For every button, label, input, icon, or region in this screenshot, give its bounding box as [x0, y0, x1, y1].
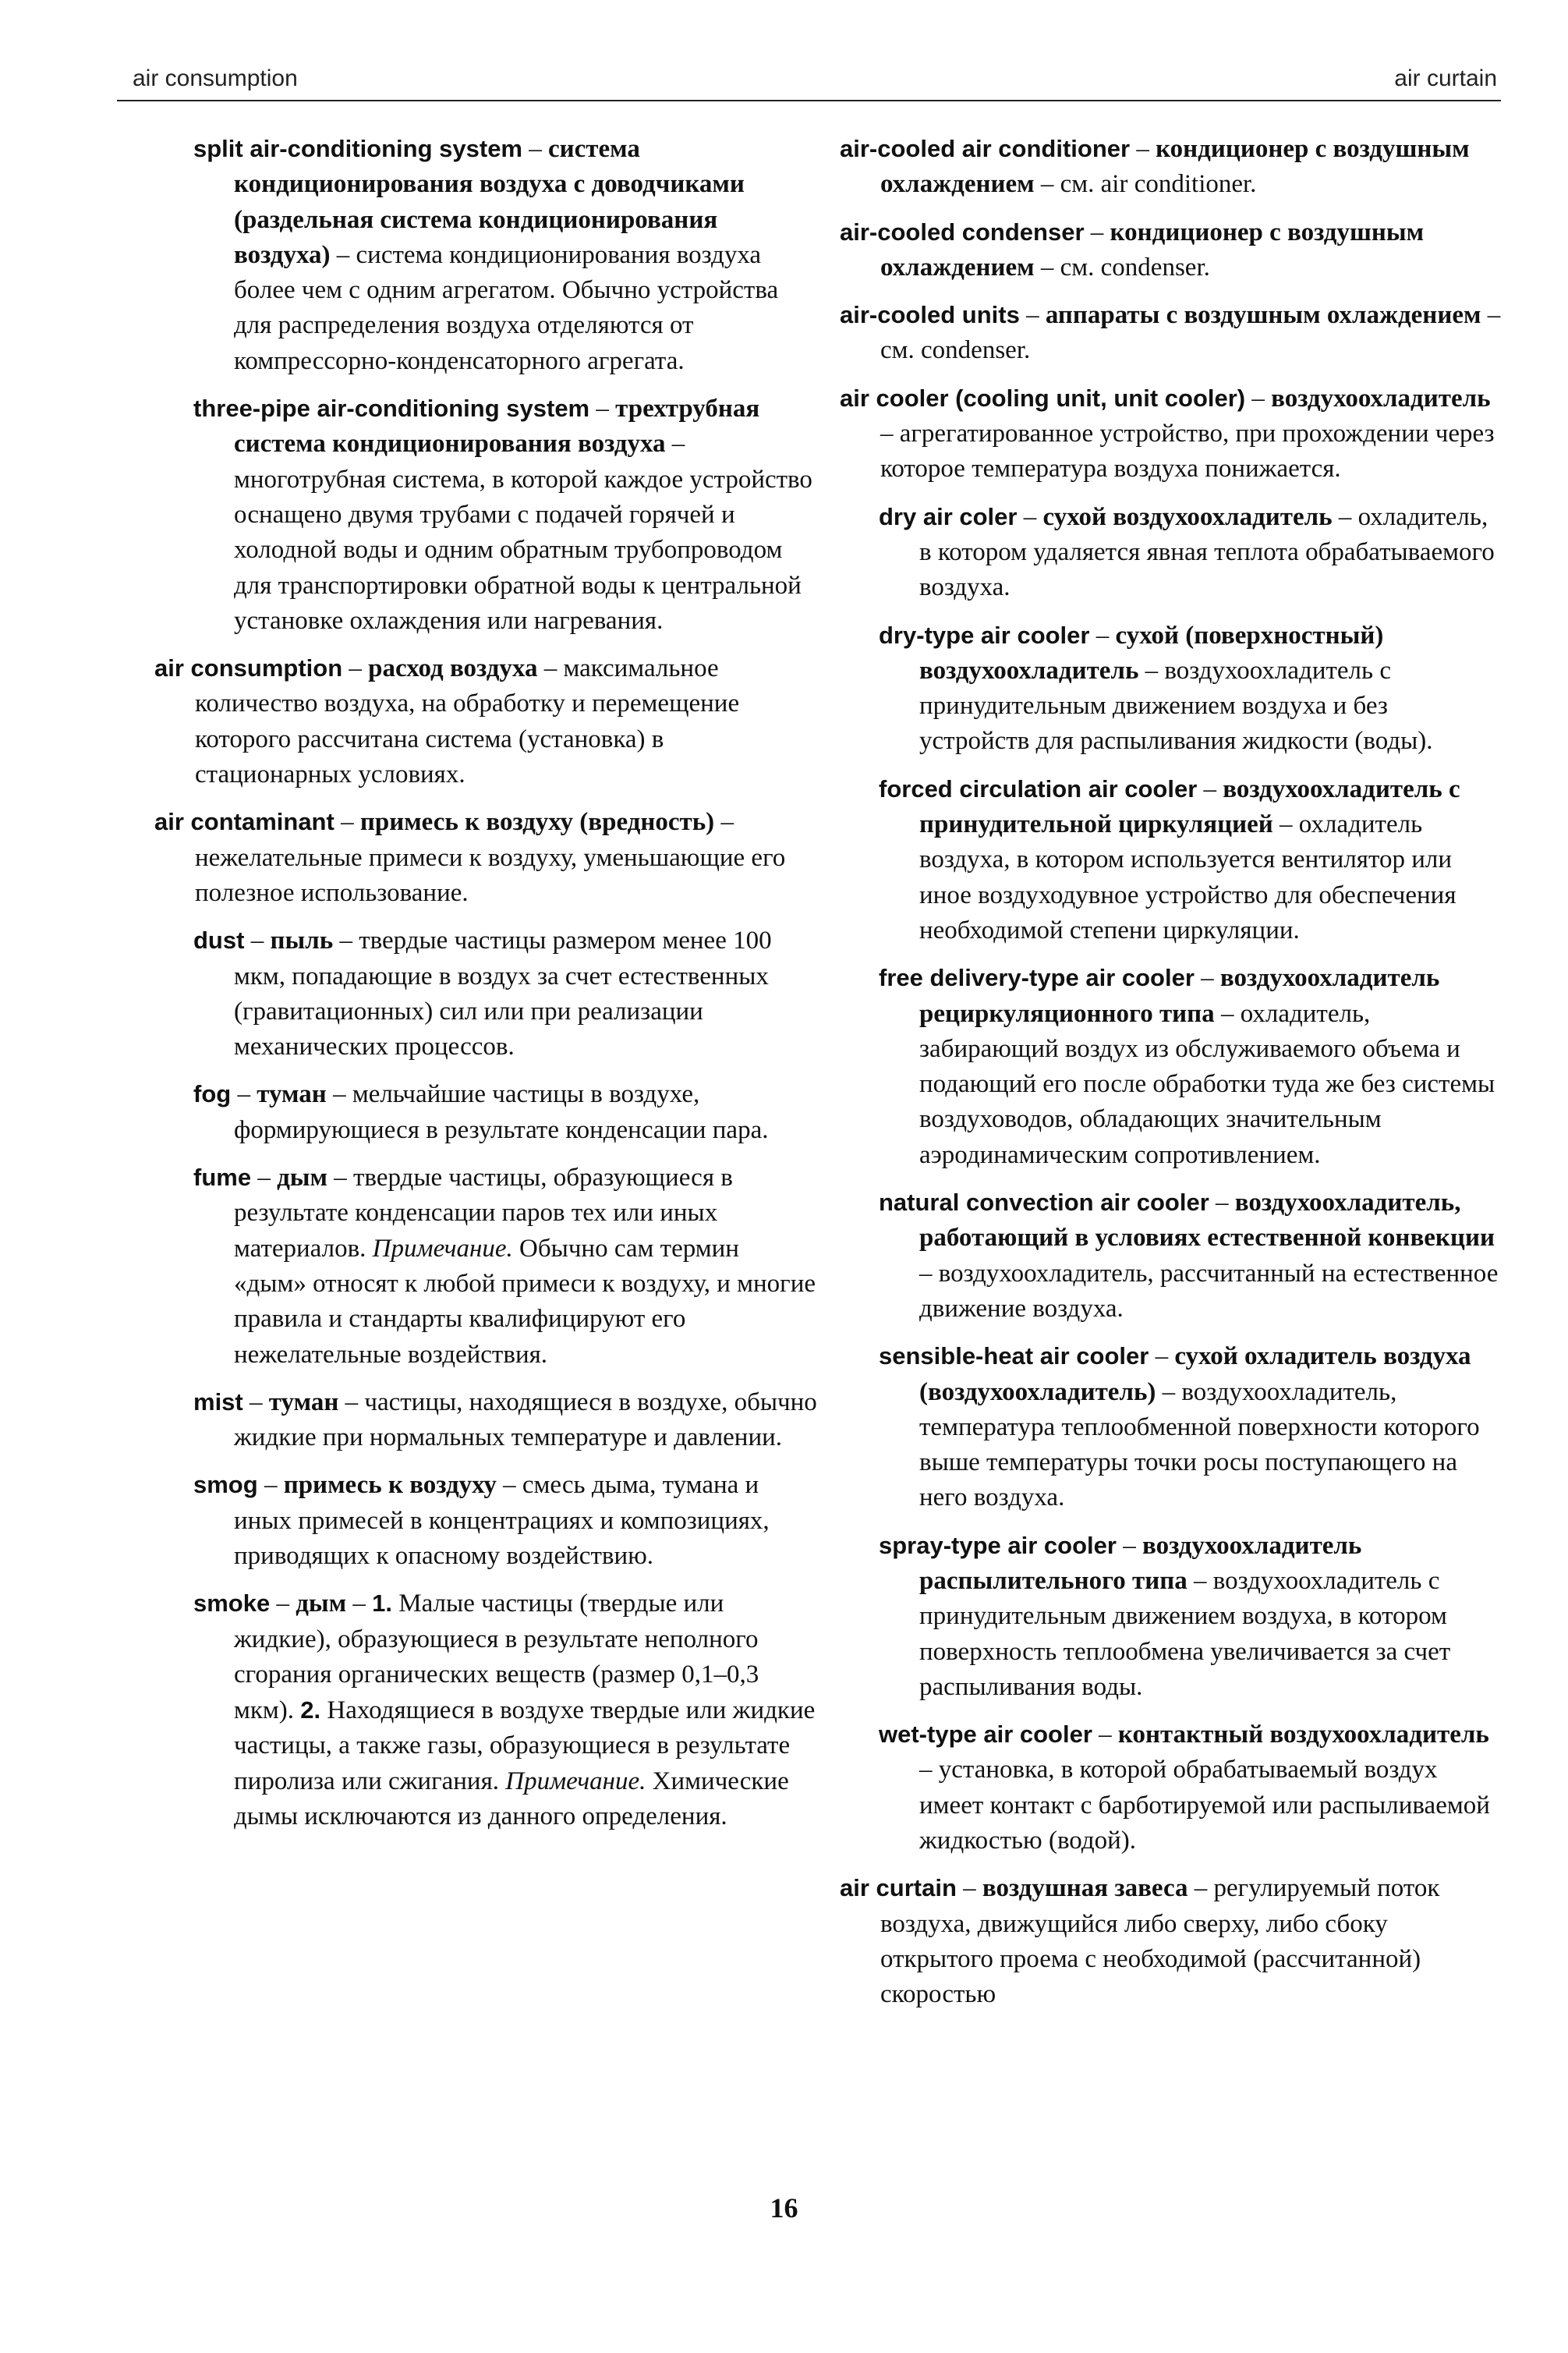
entry-head: air consumption — [154, 654, 343, 682]
entry-dash: – — [1149, 1342, 1175, 1371]
entry-head: air-cooled air conditioner — [840, 135, 1131, 162]
entry-head: wet-type air cooler — [879, 1720, 1092, 1749]
entry-note-text: Химические дымы исключаются из данного определения. — [234, 1767, 789, 1831]
entry-definition: – максимальное количество воздуха, на обработку и перемещение которого рассчитана система (установка) в стационарных условиях. — [195, 654, 740, 789]
sense-number-1: 1. — [372, 1589, 393, 1618]
entry-head: free delivery-type air cooler — [879, 964, 1195, 992]
right-column — [840, 131, 1503, 2025]
entry-free-delivery-type-air-cooler — [840, 960, 1503, 1173]
entry-term: сухой воздухоохладитель — [1042, 502, 1333, 531]
entry-note-label: Примечание. — [505, 1767, 646, 1795]
entry-head: air curtain — [840, 1874, 957, 1902]
entry-definition: – мельчайшие частицы в воздухе, формирующиеся в результате конденсации пара. — [234, 1080, 769, 1144]
entry-note-text: Обычно сам термин «дым» относят к любой примеси к воздуху, и многие правила и стандарты квалифицируют его нежелательные воздействия. — [234, 1234, 816, 1369]
entry-three-pipe-air-conditioning-system — [154, 391, 817, 639]
entry-air-consumption — [154, 650, 817, 792]
sense-1-text: Малые частицы (твердые или жидкие), образующиеся в результате неполного сгорания органических веществ (размер 0,1–0,3 мкм). — [234, 1589, 759, 1725]
page-number: 16 — [770, 2192, 798, 2224]
entry-air-cooler — [840, 381, 1503, 487]
entry-head: smoke — [193, 1589, 271, 1618]
running-head-left: air consumption — [133, 66, 298, 91]
entry-smoke — [154, 1586, 817, 1834]
entry-dash: – — [1017, 502, 1043, 531]
entry-term: расход воздуха — [368, 654, 538, 683]
entry-dash: – — [589, 395, 616, 423]
entry-term: примесь к воздуху — [283, 1471, 497, 1500]
entry-definition: – см. air conditioner. — [1034, 170, 1257, 199]
entry-fog — [154, 1076, 817, 1148]
entry-dust — [154, 923, 817, 1065]
entry-head: dry air coler — [879, 502, 1018, 530]
entry-term: воздухоохладитель рециркуляционного типа — [919, 964, 1440, 1028]
entry-dash: – — [251, 1164, 278, 1192]
entry-dash: – — [1197, 774, 1223, 803]
entry-fume — [154, 1160, 817, 1373]
entry-term: туман — [268, 1387, 339, 1416]
entry-air-contaminant — [154, 804, 817, 911]
entry-definition: – охладитель, забирающий воздух из обслуживаемого объема и подающий его после обработки туда же без системы воздуховодов, обладающих значительным аэродинамическим сопротивлением. — [919, 999, 1495, 1169]
header-rule — [117, 100, 1501, 101]
entry-term: контактный воздухоохладитель — [1117, 1720, 1489, 1749]
entry-head: air-cooled condenser — [840, 218, 1085, 246]
entry-term: сухой охладитель воздуха (воздухоохладитель) — [919, 1342, 1471, 1406]
entry-dash: – — [334, 808, 360, 837]
entry-definition: – см. condenser. — [1034, 253, 1210, 282]
entry-dash: – — [1245, 384, 1272, 413]
entry-dash: – — [1092, 1720, 1118, 1749]
entry-head: air cooler (cooling unit, unit cooler) — [840, 384, 1246, 412]
entry-spray-type-air-cooler — [840, 1528, 1503, 1705]
entry-head: natural convection air cooler — [879, 1189, 1209, 1217]
entry-definition: – твердые частицы размером менее 100 мкм, попадающие в воздух за счет естественных (гравитационных) сил или при реализации механических процессов. — [234, 927, 772, 1061]
entry-head: dry-type air cooler — [879, 621, 1090, 649]
entry-definition: – твердые частицы, образующиеся в результате конденсации паров тех или иных материалов. — [234, 1164, 733, 1263]
entry-dash: – — [1084, 218, 1110, 246]
entry-term: воздухоохладитель распылительного типа — [919, 1531, 1362, 1595]
entry-head: spray-type air cooler — [879, 1531, 1117, 1559]
entry-dash: – — [244, 927, 271, 955]
entry-definition: – нежелательные примеси к воздуху, уменьшающие его полезное использование. — [195, 808, 786, 907]
left-column — [154, 131, 817, 1846]
entry-head: air contaminant — [154, 808, 334, 836]
entry-head: fume — [193, 1164, 252, 1192]
entry-dry-type-air-cooler — [840, 618, 1503, 760]
entry-dry-air-coler — [840, 499, 1503, 606]
entry-dash: – — [1089, 621, 1116, 650]
entry-term: воздухоохладитель, работающий в условиях естественной конвекции — [919, 1189, 1495, 1253]
entry-head: dust — [193, 927, 245, 955]
running-head — [117, 62, 1497, 100]
entry-air-cooled-condenser — [840, 214, 1503, 286]
entry-dash: – — [1194, 964, 1220, 993]
entry-head: fog — [193, 1080, 232, 1108]
entry-head: sensible-heat air cooler — [879, 1342, 1149, 1370]
entry-air-curtain — [840, 1870, 1503, 2012]
entry-air-cooled-units — [840, 297, 1503, 369]
entry-definition: – установка, в которой обрабатываемый воздух имеет контакт с барботируемой или распыливаемой жидкостью (водой). — [919, 1756, 1490, 1855]
entry-definition: – частицы, находящиеся в воздухе, обычно жидкие при нормальных температуре и давлении. — [234, 1387, 817, 1452]
entry-definition: – см. condenser. — [880, 301, 1501, 365]
entry-definition: – воздухоохладитель, температура теплообменной поверхности которого выше температуры точки росы поступающего на него воздуха. — [919, 1377, 1480, 1512]
entry-dash: – — [522, 135, 548, 163]
entry-definition: – система кондиционирования воздуха более чем с одним агрегатом. Обычно устройства для распределения воздуха отделяются от компрессорно-конденсаторного агрегата. — [234, 240, 779, 375]
entry-natural-convection-air-cooler — [840, 1185, 1503, 1327]
entry-definition: – воздухоохладитель с принудительным движением воздуха и без устройств для распыливания жидкости (воды). — [919, 656, 1433, 756]
entry-dash: – — [231, 1080, 257, 1109]
entry-head: mist — [193, 1387, 243, 1416]
entry-term: воздухоохладитель — [1271, 384, 1491, 413]
entry-term: система кондиционирования воздуха с доводчиками (раздельная система кондиционирования воздуха) — [234, 135, 745, 269]
entry-term: дым — [277, 1164, 328, 1192]
entry-head: forced circulation air cooler — [879, 774, 1198, 803]
entry-air-cooled-air-conditioner — [840, 131, 1503, 203]
entry-definition: – воздухоохладитель с принудительным движением воздуха, в котором поверхность теплообмена увеличивается за счет распыливания воды. — [919, 1566, 1451, 1701]
entry-term: дым — [296, 1589, 347, 1618]
entry-note-label: Примечание. — [372, 1234, 513, 1263]
entry-dash: – — [1130, 135, 1156, 163]
sense-2-text: Находящиеся в воздухе твердые или жидкие частицы, а также газы, образующиеся в результате пиролиза или сжигания. — [234, 1696, 816, 1795]
entry-definition: – регулируемый поток воздуха, движущийся либо сверху, либо сбоку открытого проема с необходимой (рассчитанной) скоростью — [880, 1874, 1440, 2009]
entry-head: air-cooled units — [840, 301, 1020, 329]
entry-head: three-pipe air-conditioning system — [193, 395, 590, 423]
entry-definition: – воздухоохладитель, рассчитанный на естественное движение воздуха. — [919, 1259, 1499, 1323]
entry-head: split air-conditioning system — [193, 135, 522, 162]
entry-term: кондиционер с воздушным охлаждением — [880, 218, 1425, 282]
entry-dash: – — [346, 1589, 373, 1618]
entry-definition: – смесь дыма, тумана и иных примесей в концентрациях и композициях, приводящих к опасному воздействию. — [234, 1471, 770, 1570]
entry-definition: – охладитель, в котором удаляется явная теплота обрабатываемого воздуха. — [919, 502, 1495, 602]
entry-dash: – — [1209, 1189, 1235, 1217]
entry-dash: – — [1019, 301, 1046, 330]
sense-number-2: 2. — [300, 1696, 321, 1724]
entry-dash: – — [242, 1387, 269, 1416]
entry-term: трехтрубная система кондиционирования воздуха — [234, 395, 760, 459]
entry-term: аппараты с воздушным охлаждением — [1045, 301, 1481, 330]
entry-wet-type-air-cooler — [840, 1717, 1503, 1859]
entry-mist — [154, 1384, 817, 1456]
entry-term: пыль — [270, 927, 334, 955]
entry-term: сухой (поверхностный) воздухоохладитель — [919, 621, 1384, 685]
entry-dash: – — [257, 1471, 284, 1500]
entry-dash: – — [342, 654, 369, 683]
entry-sensible-heat-air-cooler — [840, 1338, 1503, 1515]
entry-dash: – — [270, 1589, 296, 1618]
entry-definition: – многотрубная система, в которой каждое устройство оснащено двумя трубами с подачей горячей и холодной воды и одним обратным трубопроводом для транспортировки обратной воды к центральной установке охлаждения или нагревания. — [234, 430, 812, 635]
entry-term: воздухоохладитель с принудительной циркуляцией — [919, 774, 1460, 839]
entry-term: кондиционер с воздушным охлаждением — [880, 135, 1470, 199]
entry-dash: – — [1116, 1531, 1142, 1560]
entry-definition: – охладитель воздуха, в котором используется вентилятор или иное воздуходувное устройство для обеспечения необходимой степени циркуляции. — [919, 810, 1457, 944]
entry-dash: – — [956, 1874, 982, 1903]
entry-term: примесь к воздуху (вредность) — [359, 808, 715, 837]
entry-split-air-conditioning-system — [154, 131, 817, 379]
entry-definition: – агрегатированное устройство, при прохождении через которое температура воздуха понижается. — [880, 420, 1495, 484]
entry-term: туман — [257, 1080, 327, 1109]
entry-forced-circulation-air-cooler — [840, 771, 1503, 948]
running-head-right: air curtain — [1394, 66, 1497, 91]
entry-term: воздушная завеса — [982, 1874, 1188, 1903]
entry-smog — [154, 1467, 817, 1574]
entry-head: smog — [193, 1471, 258, 1499]
